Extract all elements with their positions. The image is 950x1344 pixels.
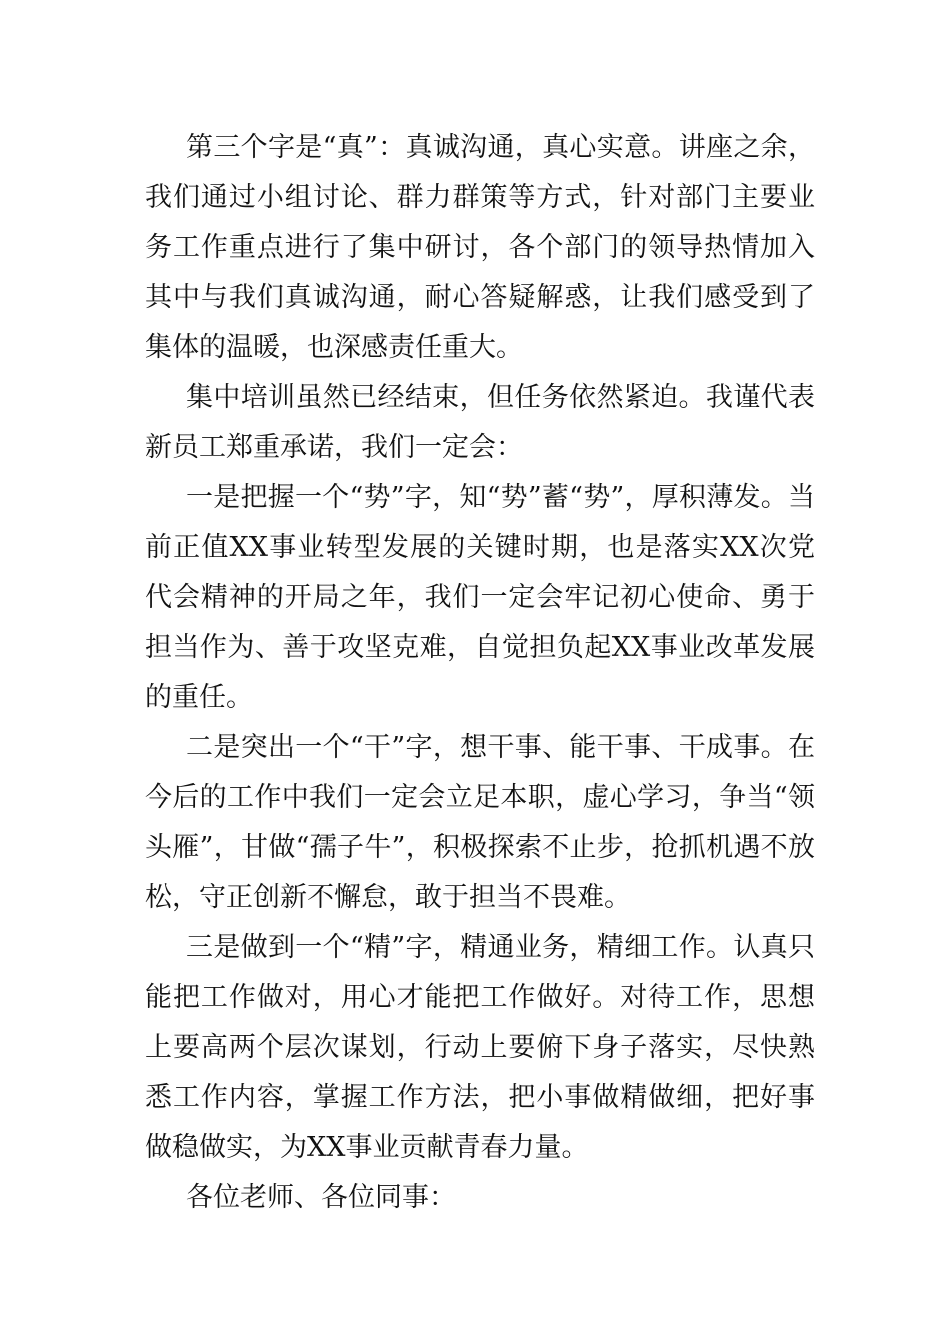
paragraph-gan: 二是突出一个“干”字，想干事、能干事、干成事。在今后的工作中我们一定会立足本职，虚心学习，争当“领头雁”，甘做“孺子牛”，积极探索不止步，抢抓机遇不放松，守正创新不懈怠，敢于担当不畏难。 bbox=[145, 732, 815, 913]
paragraph-zhen: 第三个字是“真”：真诚沟通，真心实意。讲座之余，我们通过小组讨论、群力群策等方式，针对部门主要业务工作重点进行了集中研讨，各个部门的领导热情加入其中与我们真诚沟通，耐心答疑解惑，让我们感受到了集体的温暖，也深感责任重大。 bbox=[145, 132, 815, 363]
paragraph-salutation: 各位老师、各位同事： bbox=[186, 1182, 456, 1213]
paragraph-shi: 一是把握一个“势”字，知“势”蓄“势”，厚积薄发。当前正值XX事业转型发展的关键时期，也是落实XX次党代会精神的开局之年，我们一定会牢记初心使命、勇于担当作为、善于攻坚克难，自觉担负起XX事业改革发展的重任。 bbox=[145, 482, 815, 713]
document-body bbox=[145, 123, 815, 1223]
paragraph-commitment-intro: 集中培训虽然已经结束，但任务依然紧迫。我谨代表新员工郑重承诺，我们一定会： bbox=[145, 382, 815, 463]
paragraph-jing: 三是做到一个“精”字，精通业务，精细工作。认真只能把工作做对，用心才能把工作做好。对待工作，思想上要高两个层次谋划，行动上要俯下身子落实，尽快熟悉工作内容，掌握工作方法，把小事做精做细，把好事做稳做实，为XX事业贡献青春力量。 bbox=[145, 932, 815, 1163]
